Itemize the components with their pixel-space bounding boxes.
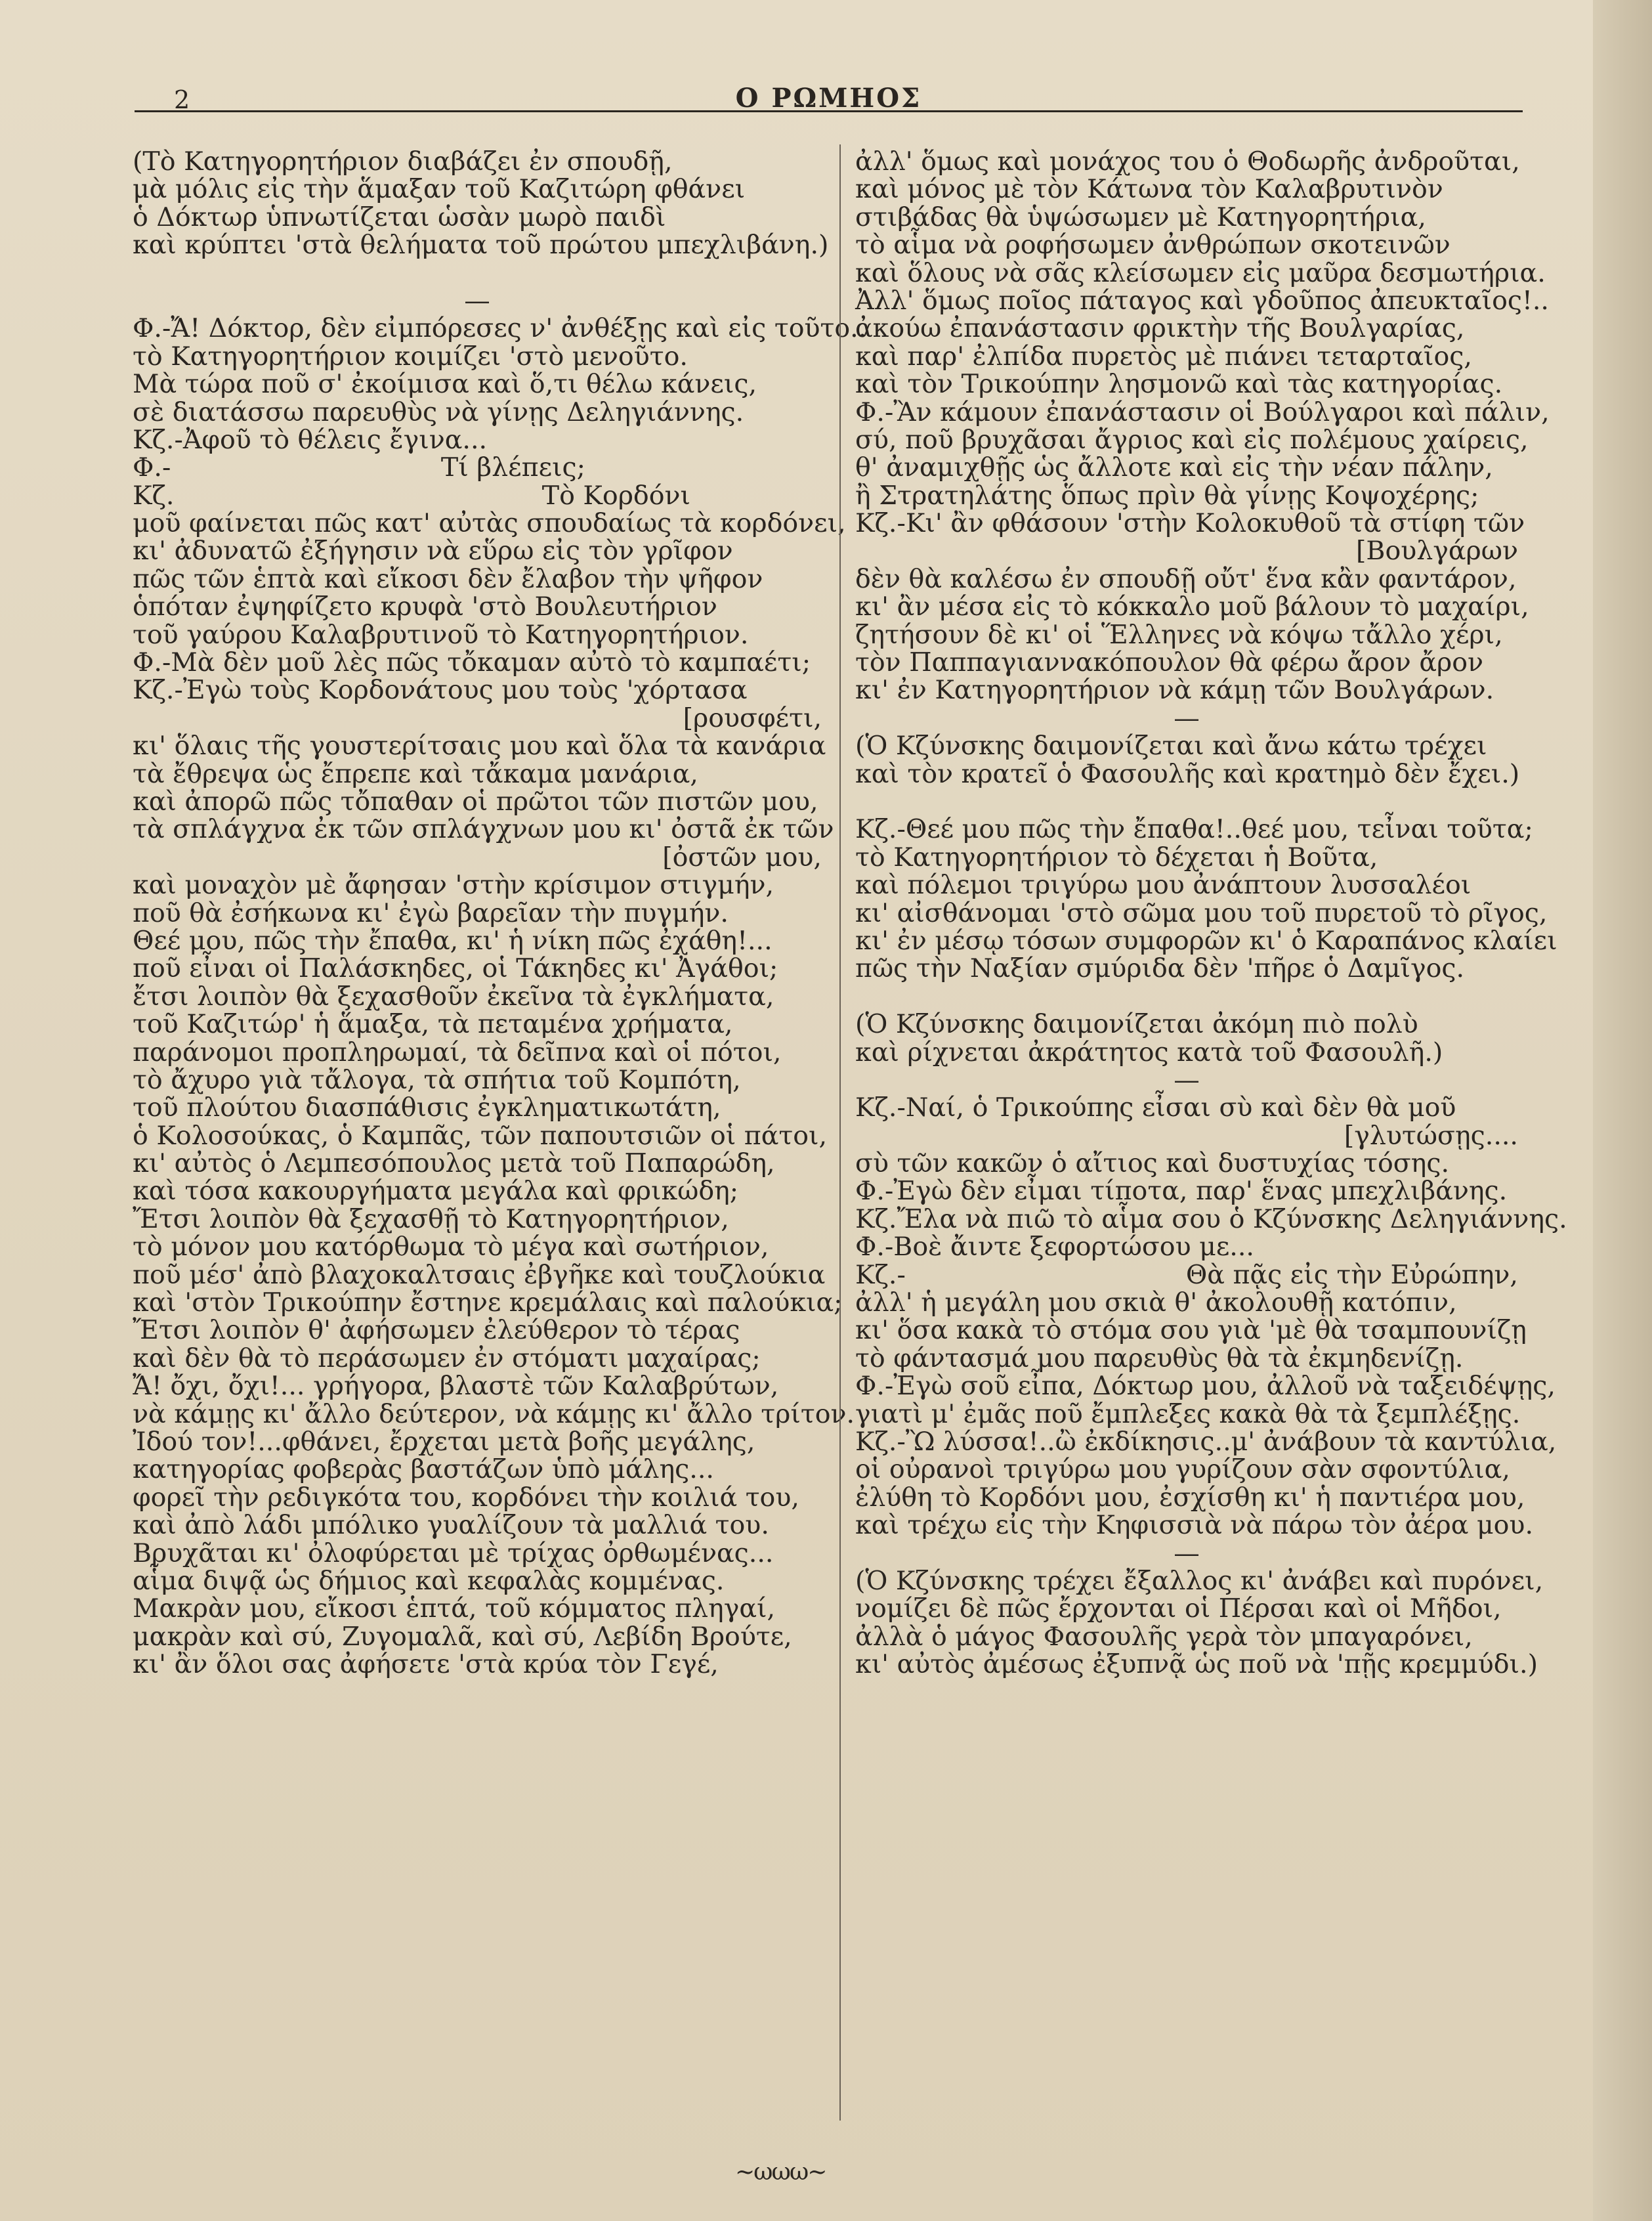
- verse-line: καὶ παρ' ἐλπίδα πυρετὸς μὲ πιάνει τεταρταῖος,: [855, 341, 1472, 372]
- verse-line: σύ, ποῦ βρυχᾶσαι ἄγριος καὶ εἰς πολέμους χαίρεις,: [855, 424, 1529, 455]
- verse-line: Βρυχᾶται κι' ὀλοφύρεται μὲ τρίχας ὀρθωμένας...: [133, 1538, 774, 1568]
- verse-line: αἷμα διψᾷ ὡς δήμιος καὶ κεφαλὰς κομμένας.: [133, 1565, 725, 1596]
- verse-line: καὶ τὸν Τρικούπην λησμονῶ καὶ τὰς κατηγορίας.: [855, 369, 1503, 400]
- verse-line: [133, 482, 822, 509]
- verse-line: Φ.-Ἐγὼ δὲν εἶμαι τίποτα, παρ' ἕνας μπεχλιβάνης.: [855, 1176, 1508, 1207]
- continuation-text: [ὀστῶν μου,: [662, 842, 822, 873]
- verse-line: Κζ.-Θεέ μου πῶς τὴν ἔπαθα!..θεέ μου, τεἶναι τοῦτα;: [855, 814, 1533, 845]
- verse-line: Ἔτσι λοιπὸν θ' ἀφήσωμεν ἐλεύθερον τὸ τέρας: [133, 1315, 740, 1346]
- verse-line: Φ.-Ἐγὼ σοῦ εἶπα, Δόκτωρ μου, ἀλλοῦ νὰ ταξειδέψῃς,: [855, 1371, 1556, 1402]
- verse-line: τὸ Κατηγορητήριον τὸ δέχεται ἡ Βοῦτα,: [855, 842, 1378, 873]
- verse-line: παράνομοι προπληρωμαί, τὰ δεῖπνα καὶ οἱ πότοι,: [133, 1037, 782, 1067]
- verse-line: φορεῖ τὴν ρεδιγκότα του, κορδόνει τὴν κοιλιά του,: [133, 1482, 799, 1513]
- verse-line: νὰ κάμῃς κι' ἄλλο δεύτερον, νὰ κάμῃς κι' ἄλλο τρίτον.: [133, 1398, 855, 1429]
- verse-line: ποῦ εἶναι οἱ Παλάσκηδες, οἱ Τάκηδες κι' Ἀγάθοι;: [133, 953, 778, 984]
- verse-line: κι' αἰσθάνομαι 'στὸ σῶμα μου τοῦ πυρετοῦ τὸ ρῖγος,: [855, 897, 1548, 928]
- verse-line: ποῦ μέσ' ἀπὸ βλαχοκαλτσαις ἐβγῆκε καὶ τουζλούκια: [133, 1259, 826, 1290]
- verse-line: ἀλλ' ὅμως καὶ μονάχος του ὁ Θοδωρῆς ἀνδροῦται,: [855, 146, 1520, 177]
- column-divider: [839, 144, 841, 2121]
- verse-line: κι' ἂν μέσα εἰς τὸ κόκκαλο μοῦ βάλουν τὸ μαχαίρι,: [855, 592, 1529, 622]
- verse-line: τοῦ Καζιτώρ' ἡ ἅμαξα, τὰ πεταμένα χρήματα,: [133, 1009, 733, 1040]
- verse-line: κι' αὐτὸς ἀμέσως ἐξυπνᾷ ὡς ποῦ νὰ 'πῇς κρεμμύδι.): [855, 1649, 1538, 1680]
- verse-line: Κζ.-Κι' ἂν φθάσουν 'στὴν Κολοκυθοῦ τὰ στίφη τῶν: [855, 508, 1525, 539]
- verse-line: μακρὰν καὶ σύ, Ζυγομαλᾶ, καὶ σύ, Λεβίδη Βρούτε,: [133, 1621, 792, 1652]
- verse-line: τὰ σπλάγχνα ἐκ τῶν σπλάγχνων μου κι' ὀστᾶ ἐκ τῶν: [133, 814, 834, 845]
- verse-line: τὸν Παππαγιαννακόπουλον θὰ φέρω ἄρον ἄρον: [855, 647, 1484, 678]
- verse-line: ἔτσι λοιπὸν θὰ ξεχασθοῦν ἐκεῖνα τὰ ἐγκλήματα,: [133, 981, 774, 1012]
- verse-line: Κζ.-Ἐγὼ τοὺς Κορδονάτους μου τοὺς 'χόρτασα: [133, 675, 748, 706]
- verse-line: (Τὸ Κατηγορητήριον διαβάζει ἐν σπουδῇ,: [133, 146, 673, 177]
- verse-line: ἀκούω ἐπανάστασιν φρικτὴν τῆς Βουλγαρίας,: [855, 313, 1465, 344]
- blank-line: [855, 983, 1518, 1010]
- verse-continuation: [133, 844, 822, 871]
- blank-line: [855, 788, 1518, 815]
- verse-line: Φ.-Ἂν κάμουν ἐπανάστασιν οἱ Βούλγαροι καὶ πάλιν,: [855, 397, 1550, 427]
- verse-text: Τὸ Κορδόνι: [541, 480, 690, 511]
- verse-line: καὶ ρίχνεται ἀκράτητος κατὰ τοῦ Φασουλῆ.): [855, 1037, 1443, 1067]
- verse-line: νομίζει δὲ πῶς ἔρχονται οἱ Πέρσαι καὶ οἱ Μῆδοι,: [855, 1593, 1502, 1624]
- verse-line: καὶ δὲν θὰ τὸ περάσωμεν ἐν στόματι μαχαίρας;: [133, 1343, 761, 1373]
- left-column: [133, 146, 867, 1680]
- verse-line: ἐλύθη τὸ Κορδόνι μου, ἐσχίσθη κι' ἡ παντιέρα μου,: [855, 1482, 1525, 1513]
- newspaper-title: Ο ΡΩΜΗΟΣ: [735, 83, 922, 114]
- verse-line: Θεέ μου, πῶς τὴν ἔπαθα, κι' ἡ νίκη πῶς ἐχάθη!...: [133, 925, 773, 956]
- verse-line: ζητήσουν δὲ κι' οἱ Ἕλληνες νὰ κόψω τἄλλο χέρι,: [855, 619, 1503, 650]
- verse-line: μὰ μόλις εἰς τὴν ἅμαξαν τοῦ Καζιτώρη φθάνει: [133, 174, 746, 205]
- verse-line: Φ.-Ἄ! Δόκτορ, δὲν εἰμπόρεσες ν' ἀνθέξῃς καὶ εἰς τοῦτο..: [133, 313, 867, 344]
- verse-line: ὁ Κολοσούκας, ὁ Καμπᾶς, τῶν παπουτσιῶν οἱ πάτοι,: [133, 1120, 828, 1151]
- verse-line: Φ.-Μὰ δὲν μοῦ λὲς πῶς τὄκαμαν αὐτὸ τὸ καμπαέτι;: [133, 647, 811, 678]
- verse-line: καὶ μόνος μὲ τὸν Κάτωνα τὸν Καλαβρυτινὸν: [855, 174, 1443, 205]
- verse-line: [133, 454, 822, 481]
- verse-text: Τί βλέπεις;: [440, 452, 585, 483]
- header-rule: [135, 110, 1523, 112]
- verse-line: κι' ὅσα κακὰ τὸ στόμα σου γιὰ 'μὲ θὰ τσαμπουνίζῃ: [855, 1315, 1527, 1346]
- verse-line: μοῦ φαίνεται πῶς κατ' αὐτὰς σπουδαίως τὰ κορδόνει,: [133, 508, 846, 539]
- verse-line: Ἔτσι λοιπὸν θὰ ξεχασθῇ τὸ Κατηγορητήριον,: [133, 1203, 729, 1234]
- section-dash: —: [1174, 702, 1200, 733]
- verse-line: καὶ 'στὸν Τρικούπην ἔστηνε κρεμάλαις καὶ παλούκια;: [133, 1287, 843, 1318]
- verse-line: καὶ τόσα κακουργήματα μεγάλα καὶ φρικώδη;: [133, 1176, 739, 1207]
- verse-line: κι' ἂν ὅλοι σας ἀφήσετε 'στὰ κρύα τὸν Γεγέ,: [133, 1649, 719, 1680]
- verse-line: Ἀλλ' ὅμως ποῖος πάταγος καὶ γδοῦπος ἀπευκταῖος!..: [855, 285, 1549, 316]
- footer-ornament: ~ωωω~: [735, 2159, 826, 2186]
- verse-line: καὶ πόλεμοι τριγύρω μου ἀνάπτουν λυσσαλέοι: [855, 870, 1472, 901]
- section-dash: —: [1174, 1538, 1200, 1568]
- verse-line: Κζ.-Ἀφοῦ τὸ θέλεις ἔγινα...: [133, 424, 488, 455]
- page-number: 2: [174, 85, 190, 114]
- verse-text: Θὰ πᾷς εἰς τὴν Εὐρώπην,: [1185, 1259, 1518, 1290]
- verse-line: ἀλλ' ἡ μεγάλη μου σκιὰ θ' ἀκολουθῇ κατόπιν,: [855, 1287, 1457, 1318]
- verse-line: ὁπόταν ἐψηφίζετο κρυφὰ 'στὸ Βουλευτήριον: [133, 592, 717, 622]
- section-dash: —: [1174, 1064, 1200, 1095]
- continuation-text: [Βουλγάρων: [1356, 536, 1518, 567]
- verse-line: σὲ διατάσσω παρευθὺς νὰ γίνῃς Δεληγιάννης.: [133, 397, 744, 427]
- verse-line: ἢ Στρατηλάτης ὅπως πρὶν θὰ γίνῃς Κοψοχέρης;: [855, 480, 1479, 511]
- verse-line: πῶς τῶν ἑπτὰ καὶ εἴκοσι δὲν ἔλαβον τὴν ψῆφον: [133, 563, 763, 594]
- verse-line: θ' ἀναμιχθῇς ὡς ἄλλοτε καὶ εἰς τὴν νέαν πάλην,: [855, 452, 1493, 483]
- verse-line: πῶς τὴν Ναξίαν σμύριδα δὲν 'πῆρε ὁ Δαμῖγος.: [855, 953, 1465, 984]
- verse-line: Μακρὰν μου, εἴκοσι ἑπτά, τοῦ κόμματος πληγαί,: [133, 1593, 776, 1624]
- verse-line: ποῦ θὰ ἐσήκωνα κι' ἐγὼ βαρεῖαν τὴν πυγμήν.: [133, 897, 729, 928]
- verse-line: καὶ ὅλους νὰ σᾶς κλείσωμεν εἰς μαῦρα δεσμωτήρια.: [855, 257, 1546, 288]
- speaker-label: Κζ.: [133, 480, 175, 511]
- verse-line: τὸ Κατηγορητήριον κοιμίζει 'στὸ μενοῦτο.: [133, 341, 688, 372]
- verse-line: κι' ὅλαις τῆς γουστερίτσαις μου καὶ ὅλα τὰ κανάρια: [133, 731, 826, 762]
- section-dash: —: [464, 285, 490, 316]
- verse-line: τὸ φάντασμά μου παρευθὺς θὰ τὰ ἐκμηδενίζῃ.: [855, 1343, 1464, 1373]
- verse-line: καὶ ἀπὸ λάδι μπόλικο γυαλίζουν τὰ μαλλιά του.: [133, 1510, 769, 1541]
- verse-continuation: [855, 1122, 1518, 1150]
- verse-line: κι' ἀδυνατῶ ἐξήγησιν νὰ εὕρω εἰς τὸν γρῖφον: [133, 536, 733, 567]
- verse-line: ὁ Δόκτωρ ὑπνωτίζεται ὡσὰν μωρὸ παιδὶ: [133, 202, 666, 232]
- right-column: [855, 146, 1567, 1680]
- verse-line: καὶ ἀπορῶ πῶς τὄπαθαν οἱ πρῶτοι τῶν πιστῶν μου,: [133, 786, 818, 817]
- verse-line: τὸ μόνον μου κατόρθωμα τὸ μέγα καὶ σωτήριον,: [133, 1232, 769, 1262]
- verse-line: Ἄ! ὄχι, ὄχι!... γρήγορα, βλαστὲ τῶν Καλαβρύτων,: [133, 1371, 779, 1402]
- speaker-label: Κζ.-: [855, 1259, 906, 1290]
- verse-line: καὶ μοναχὸν μὲ ἄφησαν 'στὴν κρίσιμον στιγμήν,: [133, 870, 774, 901]
- speaker-label: Φ.-: [133, 452, 171, 483]
- verse-line: τοῦ πλούτου διασπάθισις ἐγκληματικωτάτη,: [133, 1092, 721, 1123]
- verse-line: [855, 1261, 1518, 1289]
- verse-line: τὰ ἔθρεψα ὡς ἔπρεπε καὶ τἄκαμα μανάρια,: [133, 758, 698, 789]
- verse-line: Κζ.Ἔλα νὰ πιῶ τὸ αἷμα σου ὁ Κζύνσκης Δεληγιάννης.: [855, 1203, 1567, 1234]
- verse-line: κι' ἐν Κατηγορητήριον νὰ κάμῃ τῶν Βουλγάρων.: [855, 675, 1494, 706]
- continuation-text: [γλυτώσῃς....: [1344, 1120, 1518, 1151]
- verse-line: Ἰδού τον!...φθάνει, ἔρχεται μετὰ βοῆς μεγάλης,: [133, 1426, 755, 1457]
- verse-line: κι' αὐτὸς ὁ Λεμπεσόπουλος μετὰ τοῦ Παπαρώδη,: [133, 1148, 775, 1179]
- verse-line: Κζ.-Ναί, ὁ Τρικούπης εἶσαι σὺ καὶ δὲν θὰ μοῦ: [855, 1092, 1456, 1123]
- verse-continuation: [133, 704, 822, 732]
- verse-line: στιβάδας θὰ ὑψώσωμεν μὲ Κατηγορητήρια,: [855, 202, 1426, 232]
- verse-line: καὶ τὸν κρατεῖ ὁ Φασουλῆς καὶ κρατημὸ δὲν ἔχει.): [855, 758, 1520, 789]
- verse-line: τὸ ἄχυρο γιὰ τἄλογα, τὰ σπήτια τοῦ Κομπότη,: [133, 1064, 741, 1095]
- verse-line: (Ὁ Κζύνσκης τρέχει ἔξαλλος κι' ἀνάβει καὶ πυρόνει,: [855, 1565, 1544, 1596]
- verse-line: γιατὶ μ' ἐμᾶς ποῦ ἔμπλεξες κακὰ θὰ τὰ ξεμπλέξῃς.: [855, 1398, 1521, 1429]
- verse-line: ἀλλὰ ὁ μάγος Φασουλῆς γερὰ τὸν μπαγαρόνει,: [855, 1621, 1473, 1652]
- blank-line: [133, 259, 822, 287]
- verse-line: (Ὁ Κζύνσκης δαιμονίζεται ἀκόμη πιὸ πολὺ: [855, 1009, 1418, 1040]
- verse-line: Κζ.-Ὢ λύσσα!..ὢ ἐκδίκησις..μ' ἀνάβουν τὰ καντύλια,: [855, 1426, 1557, 1457]
- verse-continuation: [855, 537, 1518, 565]
- page-binding-shadow: [1593, 0, 1652, 2221]
- verse-line: (Ὁ Κζύνσκης δαιμονίζεται καὶ ἄνω κάτω τρέχει: [855, 731, 1487, 762]
- verse-line: κι' ἐν μέσῳ τόσων συμφορῶν κι' ὁ Καραπάνος κλαίει: [855, 925, 1557, 956]
- verse-line: Μὰ τώρα ποῦ σ' ἐκοίμισα καὶ ὅ,τι θέλω κάνεις,: [133, 369, 757, 400]
- continuation-text: [ρουσφέτι,: [683, 702, 822, 733]
- verse-line: καὶ τρέχω εἰς τὴν Κηφισσιὰ νὰ πάρω τὸν ἀέρα μου.: [855, 1510, 1533, 1541]
- verse-line: τὸ αἷμα νὰ ροφήσωμεν ἀνθρώπων σκοτεινῶν: [855, 230, 1451, 261]
- verse-line: σὺ τῶν κακῶν ὁ αἴτιος καὶ δυστυχίας τόσης.: [855, 1148, 1450, 1179]
- verse-line: καὶ κρύπτει 'στὰ θελήματα τοῦ πρώτου μπεχλιβάνη.): [133, 230, 829, 261]
- verse-line: δὲν θὰ καλέσω ἐν σπουδῇ οὔτ' ἕνα κἂν φαντάρον,: [855, 563, 1517, 594]
- verse-line: Φ.-Βοὲ ἄιντε ξεφορτώσου με...: [855, 1232, 1254, 1262]
- verse-line: κατηγορίας φοβερὰς βαστάζων ὑπὸ μάλης...: [133, 1454, 714, 1485]
- verse-line: τοῦ γαύρου Καλαβρυτινοῦ τὸ Κατηγορητήριον.: [133, 619, 749, 650]
- verse-line: οἱ οὐρανοὶ τριγύρω μου γυρίζουν σὰν σφοντύλια,: [855, 1454, 1510, 1485]
